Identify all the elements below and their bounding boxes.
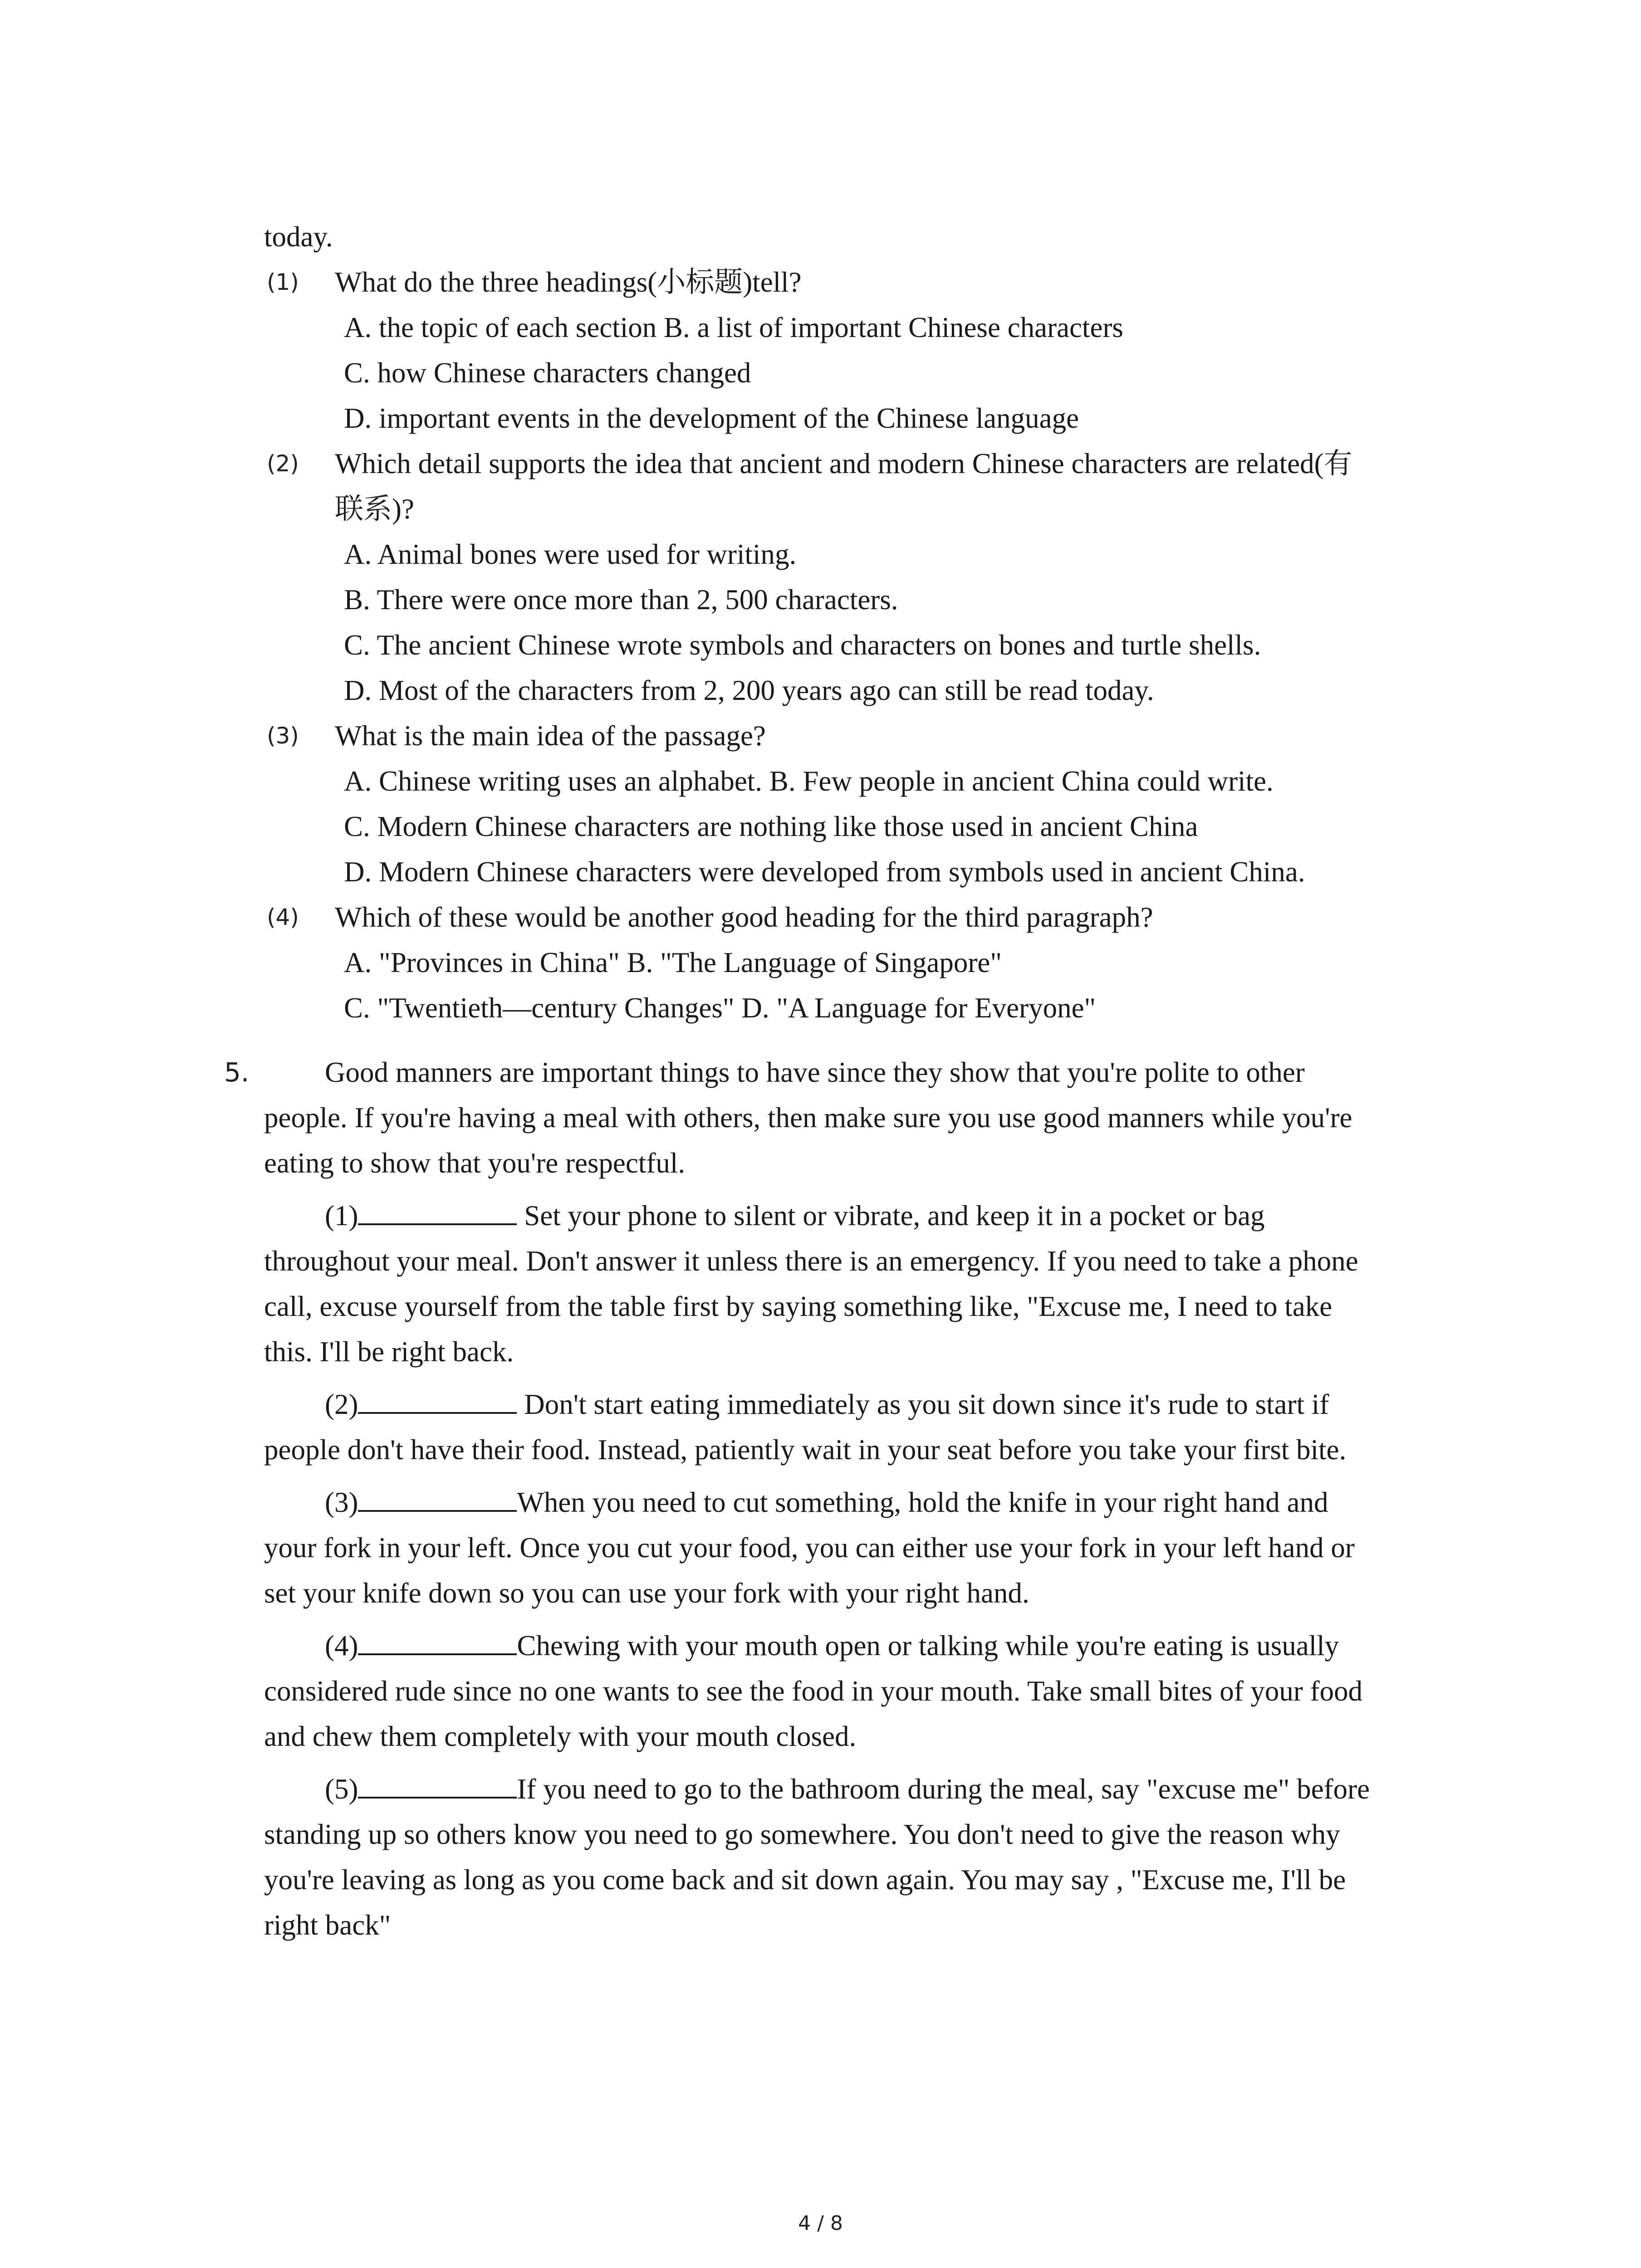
- page-number: 4 / 8: [798, 2212, 843, 2235]
- paragraph-first-line: [325, 1485, 1328, 1520]
- paragraph-first-line: [325, 1387, 1329, 1422]
- passage-intro-line: Good manners are important things to have since they show that you're polite to other: [325, 1056, 1305, 1088]
- paragraph-line: considered rude since no one wants to see the food in your mouth. Take small bites of your food: [264, 1675, 1363, 1707]
- question-number: (2): [267, 450, 299, 477]
- paragraph-line: your fork in your left. Once you cut your food, you can either use your fork in your left hand or: [264, 1532, 1355, 1564]
- question-number: (1): [267, 269, 299, 295]
- paragraph-line: throughout your meal. Don't answer it unless there is an emergency. If you need to take a phone: [264, 1245, 1358, 1277]
- passage-intro-line: eating to show that you're respectful.: [264, 1147, 686, 1179]
- answer-option: D. Modern Chinese characters were developed from symbols used in ancient China.: [344, 856, 1305, 888]
- paragraph-first-line: [325, 1198, 1265, 1233]
- paragraph-line: right back": [264, 1909, 391, 1941]
- paragraph-line: you're leaving as long as you come back and sit down again. You may say , "Excuse me, I'll be: [264, 1864, 1346, 1896]
- question-stem: Which of these would be another good heading for the third paragraph?: [335, 901, 1153, 933]
- answer-blank[interactable]: [358, 1773, 517, 1799]
- paragraph-first-line: [325, 1772, 1370, 1806]
- paragraph-text: Don't start eating immediately as you sit down since it's rude to start if: [517, 1388, 1329, 1420]
- answer-option: A. Animal bones were used for writing.: [344, 538, 797, 570]
- paragraph-line: and chew them completely with your mouth closed.: [264, 1721, 857, 1752]
- question-stem-continued: 联系)?: [335, 493, 414, 525]
- blank-label: (2): [325, 1388, 358, 1420]
- question-number: (4): [267, 904, 299, 930]
- paragraph-text: If you need to go to the bathroom during the meal, say "excuse me" before: [517, 1773, 1370, 1805]
- blank-label: (5): [325, 1773, 358, 1805]
- answer-option: C. The ancient Chinese wrote symbols and characters on bones and turtle shells.: [344, 629, 1261, 661]
- paragraph-line: this. I'll be right back.: [264, 1336, 514, 1368]
- answer-blank[interactable]: [358, 1630, 517, 1655]
- answer-option: C. "Twentieth—century Changes" D. "A Language for Everyone": [344, 992, 1096, 1024]
- passage-intro-line: people. If you're having a meal with others, then make sure you use good manners while you're: [264, 1102, 1352, 1134]
- blank-label: (3): [325, 1486, 358, 1518]
- paragraph-first-line: [325, 1628, 1339, 1663]
- blank-label: (1): [325, 1200, 358, 1232]
- paragraph-line: set your knife down so you can use your fork with your right hand.: [264, 1577, 1029, 1609]
- answer-option: D. Most of the characters from 2, 200 years ago can still be read today.: [344, 675, 1154, 706]
- answer-option: C. Modern Chinese characters are nothing like those used in ancient China: [344, 811, 1198, 842]
- section-number: 5.: [224, 1057, 250, 1088]
- paragraph-line: call, excuse yourself from the table first by saying something like, "Excuse me, I need to take: [264, 1290, 1332, 1322]
- answer-option: A. "Provinces in China" B. "The Language of Singapore": [344, 947, 1002, 978]
- answer-option: A. the topic of each section B. a list of important Chinese characters: [344, 312, 1123, 343]
- paragraph-text: When you need to cut something, hold the knife in your right hand and: [517, 1486, 1328, 1518]
- question-stem: Which detail supports the idea that ancient and modern Chinese characters are related(有: [335, 448, 1352, 479]
- question-stem: What do the three headings(小标题)tell?: [335, 266, 802, 298]
- paragraph-text: Set your phone to silent or vibrate, and keep it in a pocket or bag: [517, 1200, 1265, 1232]
- blank-label: (4): [325, 1630, 358, 1662]
- answer-blank[interactable]: [358, 1200, 517, 1225]
- paragraph-line: standing up so others know you need to go somewhere. You don't need to give the reason why: [264, 1818, 1340, 1850]
- answer-blank[interactable]: [358, 1388, 517, 1414]
- answer-option: B. There were once more than 2, 500 characters.: [344, 584, 898, 616]
- previous-passage-tail: today.: [264, 221, 333, 253]
- answer-blank[interactable]: [358, 1486, 517, 1512]
- question-stem: What is the main idea of the passage?: [335, 720, 766, 752]
- paragraph-line: people don't have their food. Instead, patiently wait in your seat before you take your first bite.: [264, 1434, 1347, 1466]
- answer-option: D. important events in the development of the Chinese language: [344, 402, 1079, 434]
- answer-option: A. Chinese writing uses an alphabet. B. Few people in ancient China could write.: [344, 765, 1274, 797]
- paragraph-text: Chewing with your mouth open or talking while you're eating is usually: [517, 1630, 1339, 1662]
- answer-option: C. how Chinese characters changed: [344, 357, 751, 389]
- question-number: (3): [267, 723, 299, 749]
